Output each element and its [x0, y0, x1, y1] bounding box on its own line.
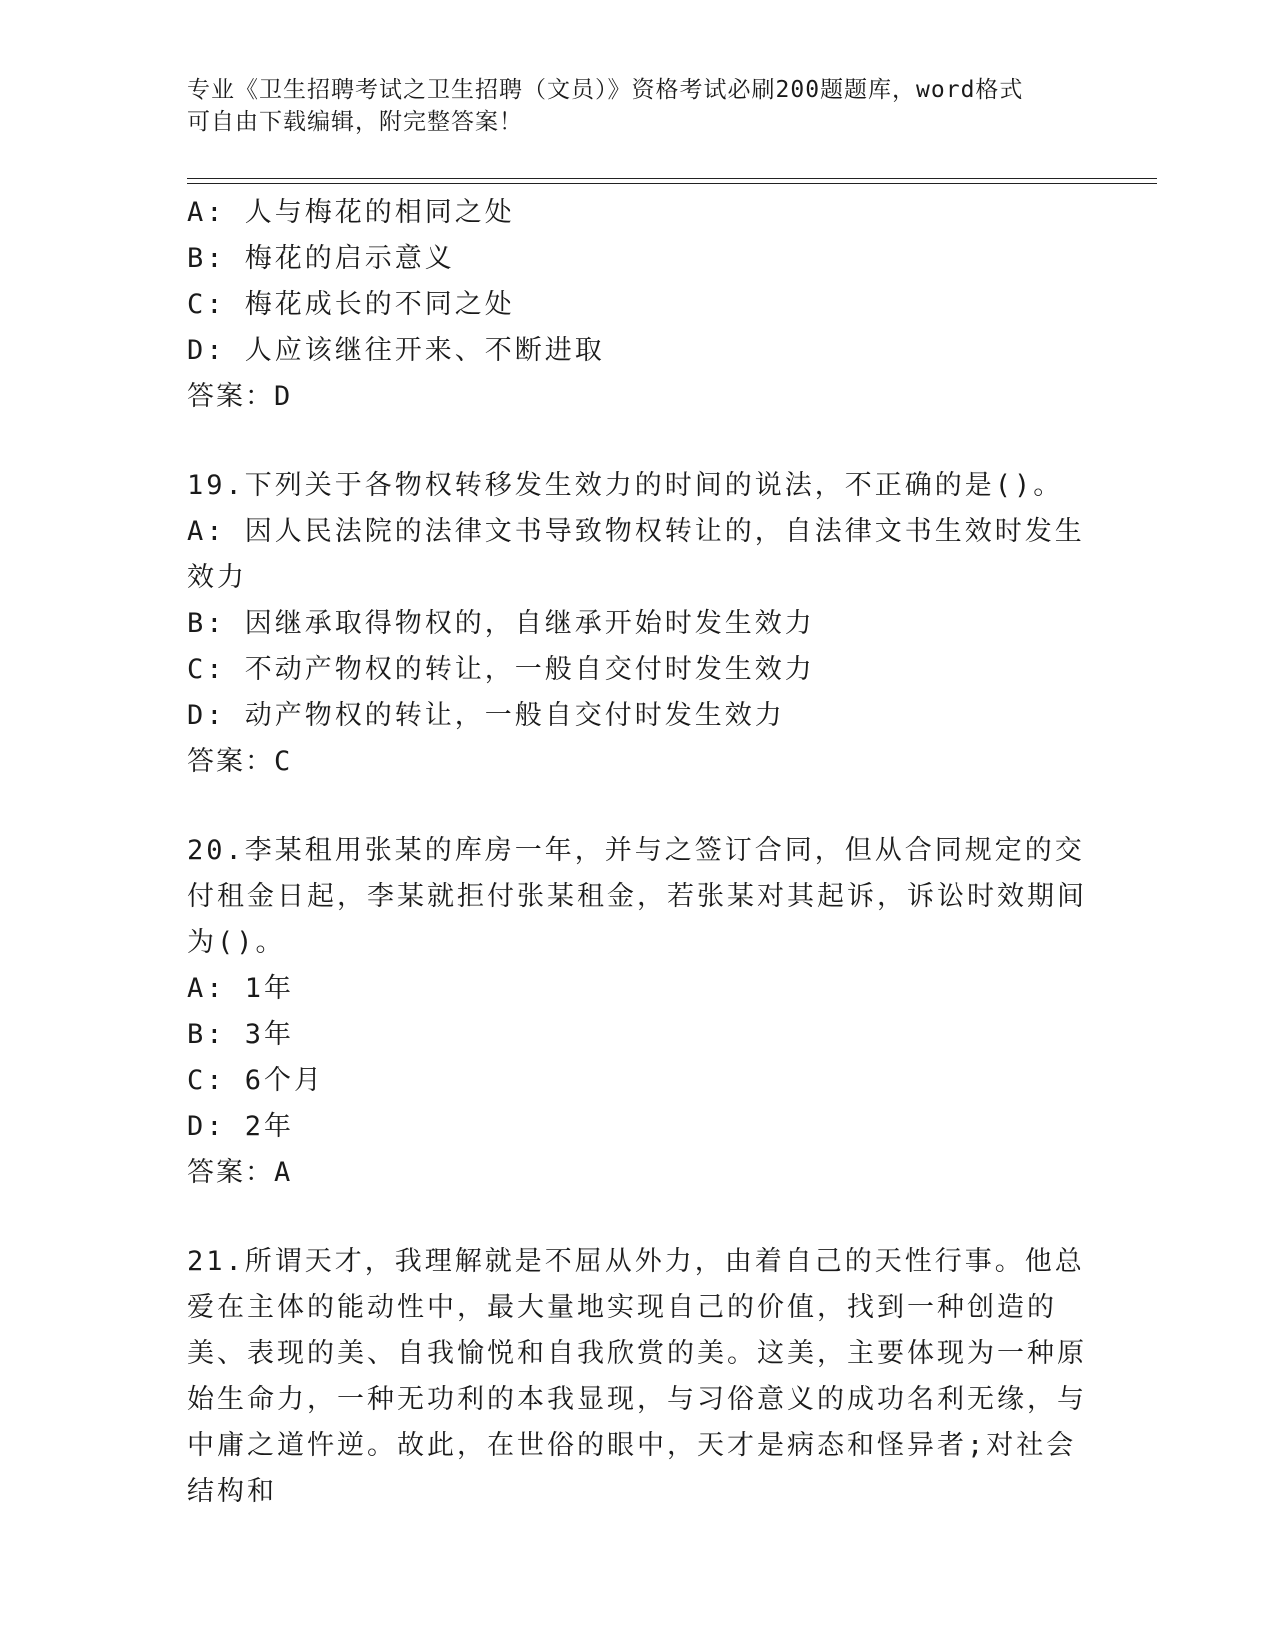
- q19-question: 19.下列关于各物权转移发生效力的时间的说法，不正确的是()。: [187, 470, 1064, 501]
- q20-question: 20.李某租用张某的库房一年，并与之签订合同，但从合同规定的交付租金日起，李某就拒付张某租金，若张某对其起诉，诉讼时效期间为()。: [187, 835, 1087, 958]
- q20-option-c: C: 6个月: [187, 1065, 325, 1096]
- header-line-2: 可自由下载编辑，附完整答案！: [187, 109, 523, 135]
- header-rule-top: [187, 178, 1157, 179]
- question-21-block: [187, 1239, 1087, 1515]
- q19-answer: 答案：C: [187, 746, 293, 777]
- q18-option-a: A: 人与梅花的相同之处: [187, 197, 515, 228]
- question-20-block: [187, 828, 1087, 1196]
- q20-option-b: B: 3年: [187, 1019, 295, 1050]
- q20-answer: 答案：A: [187, 1157, 293, 1188]
- q19-option-a: A: 因人民法院的法律文书导致物权转让的，自法律文书生效时发生效力: [187, 516, 1085, 593]
- q21-question: 21.所谓天才，我理解就是不屈从外力，由着自己的天性行事。他总爱在主体的能动性中，最大量地实现自己的价值，找到一种创造的美、表现的美、自我愉悦和自我欣赏的美。这美，主要体现为一种原始生命力，一种无功利的本我显现，与习俗意义的成功名利无缘，与中庸之道忤逆。故此，在世俗的眼中，天才是病态和怪异者;对社会结构和: [187, 1246, 1087, 1507]
- document-header: [187, 74, 1087, 138]
- q18-option-c: C: 梅花成长的不同之处: [187, 289, 515, 320]
- q19-option-b: B: 因继承取得物权的，自继承开始时发生效力: [187, 608, 815, 639]
- q18-option-d: D: 人应该继往开来、不断进取: [187, 335, 605, 366]
- question-19-block: [187, 463, 1087, 785]
- question-18-block: [187, 190, 1087, 420]
- header-rule-bottom: [187, 183, 1157, 184]
- q19-option-c: C: 不动产物权的转让，一般自交付时发生效力: [187, 654, 815, 685]
- q20-option-a: A: 1年: [187, 973, 295, 1004]
- q18-option-b: B: 梅花的启示意义: [187, 243, 455, 274]
- document-body: [187, 190, 1087, 1515]
- q18-answer: 答案：D: [187, 381, 293, 412]
- q19-option-d: D: 动产物权的转让，一般自交付时发生效力: [187, 700, 785, 731]
- q20-option-d: D: 2年: [187, 1111, 295, 1142]
- header-line-1: 专业《卫生招聘考试之卫生招聘（文员）》资格考试必刷200题题库，word格式: [187, 77, 1024, 103]
